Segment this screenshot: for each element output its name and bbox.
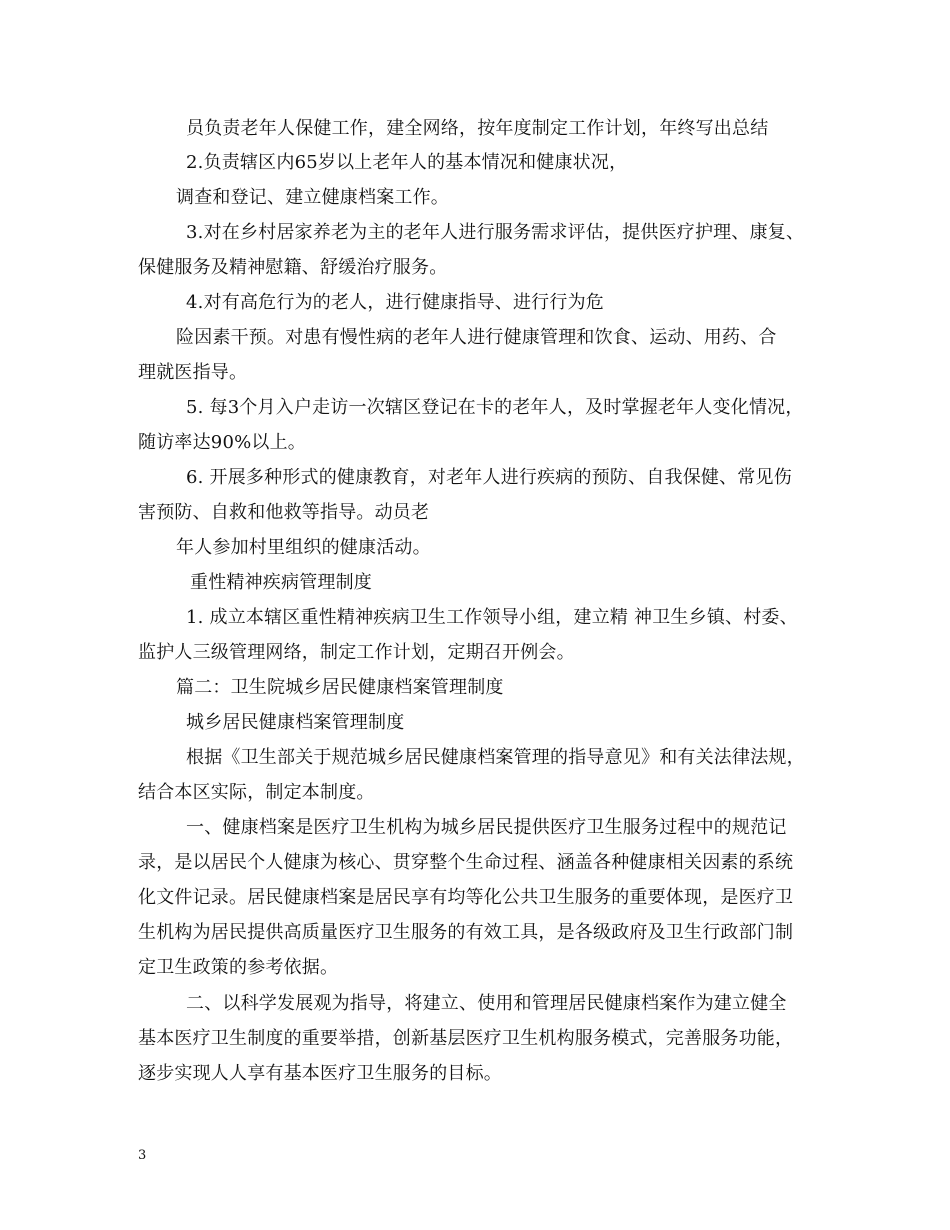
text-line: 险因素干预。对患有慢性病的老年人进行健康管理和饮食、运动、用药、合: [176, 327, 777, 348]
text-line: 随访率达90%以上。: [138, 432, 307, 453]
text-line: 保健服务及精神慰籍、舒缓治疗服务。: [138, 257, 448, 278]
text-line: 生机构为居民提供高质量医疗卫生服务的有效工具，是各级政府及卫生行政部门制: [138, 922, 794, 943]
text-line: 逐步实现人人享有基本医疗卫生服务的目标。: [138, 1063, 502, 1084]
text-line: 一、健康档案是医疗卫生机构为城乡居民提供医疗卫生服务过程中的规范记: [186, 817, 787, 838]
text-line: 定卫生政策的参考依据。: [138, 957, 339, 978]
text-line: 4.对有高危行为的老人，进行健康指导、进行行为危: [186, 292, 604, 313]
text-line: 二、以科学发展观为指导，将建立、使用和管理居民健康档案作为建立健全: [186, 993, 787, 1014]
text-line: 调查和登记、建立健康档案工作。: [176, 187, 449, 208]
section-heading: 重性精神疾病管理制度: [190, 572, 372, 593]
text-line: 化文件记录。居民健康档案是居民享有均等化公共卫生服务的重要体现，是医疗卫: [138, 887, 794, 908]
text-line: 监护人三级管理网络，制定工作计划，定期召开例会。: [138, 642, 575, 663]
text-line: 3.对在乡村居家养老为主的老年人进行服务需求评估，提供医疗护理、康复、: [186, 222, 805, 243]
text-line: 录，是以居民个人健康为核心、贯穿整个生命过程、涵盖各种健康相关因素的系统: [138, 852, 794, 873]
text-line: 基本医疗卫生制度的重要举措，创新基层医疗卫生机构服务模式，完善服务功能，: [138, 1028, 794, 1049]
text-line: 5. 每3个月入户走访一次辖区登记在卡的老年人，及时掌握老年人变化情况，: [186, 397, 804, 418]
text-line: 年人参加村里组织的健康活动。: [176, 537, 431, 558]
text-line: 员负责老年人保健工作，建全网络，按年度制定工作计划，年终写出总结: [186, 118, 769, 139]
text-line: 6. 开展多种形式的健康教育，对老年人进行疾病的预防、自我保健、常见伤: [186, 467, 792, 488]
chapter-heading: 篇二：卫生院城乡居民健康档案管理制度: [176, 677, 504, 698]
text-line: 理就医指导。: [138, 362, 248, 383]
text-line: 2.负责辖区内65岁以上老年人的基本情况和健康状况，: [186, 152, 628, 173]
page-number: 3: [138, 1148, 147, 1163]
text-line: 1. 成立本辖区重性精神疾病卫生工作领导小组，建立精 神卫生乡镇、村委、: [186, 607, 798, 628]
section-heading: 城乡居民健康档案管理制度: [186, 712, 405, 733]
text-line: 根据《卫生部关于规范城乡居民健康档案管理的指导意见》和有关法律法规，: [186, 747, 805, 768]
text-line: 结合本区实际，制定本制度。: [138, 782, 375, 803]
text-line: 害预防、自救和他救等指导。动员老: [138, 502, 430, 523]
